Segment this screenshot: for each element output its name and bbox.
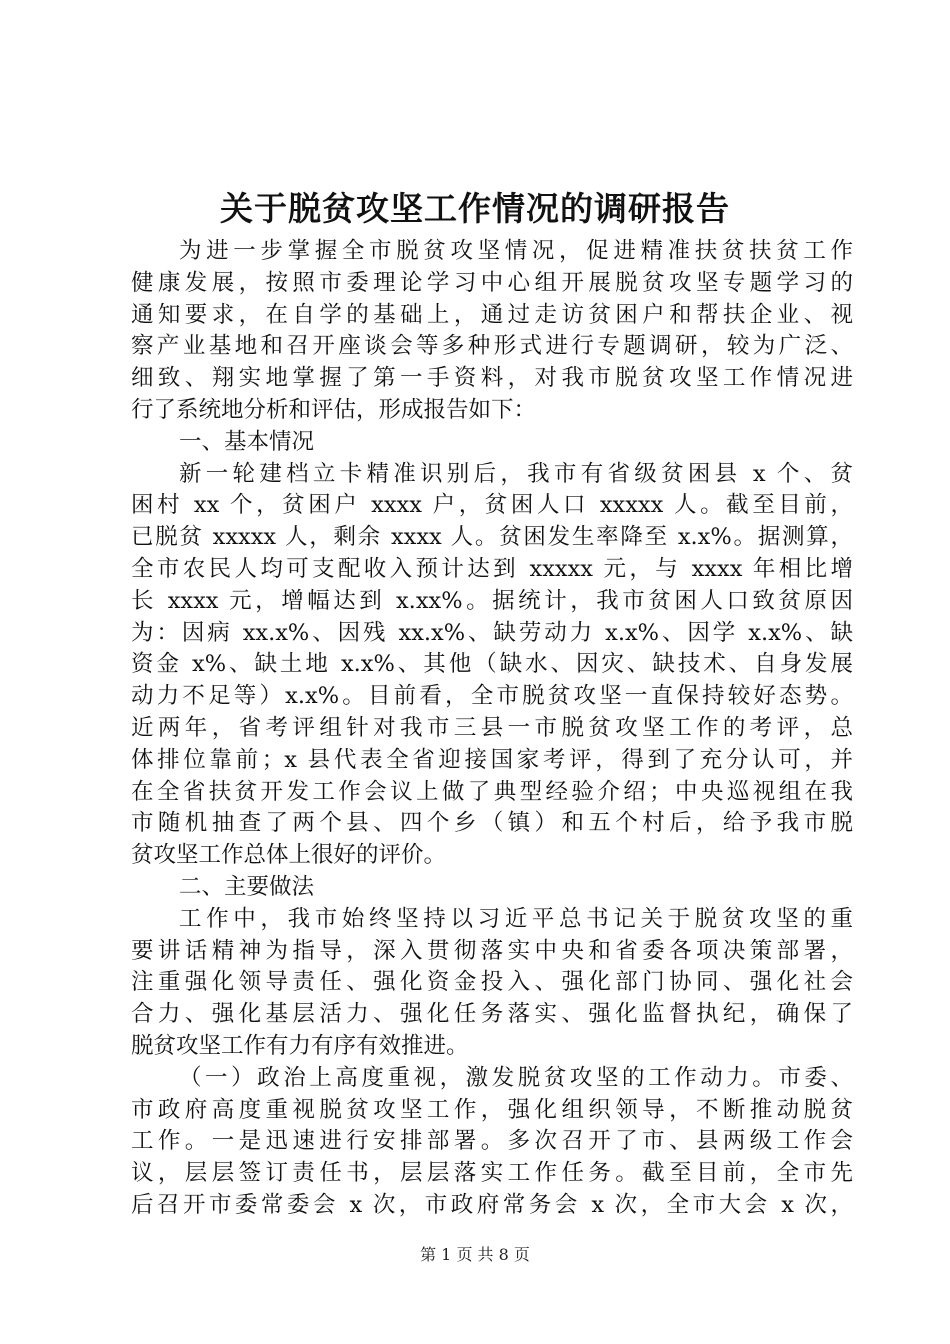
paragraph-line: 长 xxxx 元，增幅达到 x.xx%。据统计，我市贫困人口致贫原因 [131, 587, 853, 614]
paragraph-line: 后召开市委常委会 x 次，市政府常务会 x 次，全市大会 x 次， [131, 1191, 853, 1218]
paragraph-line: 察产业基地和召开座谈会等多种形式进行专题调研，较为广泛、 [131, 333, 853, 360]
page-number-footer: 第 1 页 共 8 页 [420, 1245, 530, 1264]
paragraph-line: 市政府高度重视脱贫攻坚工作，强化组织领导，不断推动脱贫 [131, 1096, 853, 1123]
paragraph-line: 在全省扶贫开发工作会议上做了典型经验介绍；中央巡视组在我 [131, 778, 853, 805]
paragraph-line: （一）政治上高度重视，激发脱贫攻坚的工作动力。市委、 [179, 1064, 853, 1091]
paragraph-line: 脱贫攻坚工作有力有序有效推进。 [131, 1032, 469, 1059]
paragraph-line: 资金 x%、缺土地 x.x%、其他（缺水、因灾、缺技术、自身发展 [131, 651, 853, 678]
paragraph-line: 合力、强化基层活力、强化任务落实、强化监督执纪，确保了 [131, 1001, 853, 1028]
section-heading: 二、主要做法 [179, 873, 315, 900]
paragraph-line: 近两年，省考评组针对我市三县一市脱贫攻坚工作的考评，总 [131, 714, 853, 741]
paragraph-line: 要讲话精神为指导，深入贯彻落实中央和省委各项决策部署， [131, 937, 853, 964]
section-heading: 一、基本情况 [179, 428, 315, 455]
paragraph-line: 新一轮建档立卡精准识别后，我市有省级贫困县 x 个、贫 [179, 460, 853, 487]
paragraph-line: 为：因病 xx.x%、因残 xx.x%、缺劳动力 x.x%、因学 x.x%、缺 [131, 619, 853, 646]
document-title: 关于脱贫攻坚工作情况的调研报告 [220, 189, 730, 228]
paragraph-line: 工作。一是迅速进行安排部署。多次召开了市、县两级工作会 [131, 1128, 853, 1155]
paragraph-line: 困村 xx 个，贫困户 xxxx 户，贫困人口 xxxxx 人。截至目前， [131, 492, 853, 519]
paragraph-line: 动力不足等）x.x%。目前看，全市脱贫攻坚一直保持较好态势。 [131, 683, 853, 710]
paragraph-line: 工作中，我市始终坚持以习近平总书记关于脱贫攻坚的重 [179, 905, 853, 932]
paragraph-line: 体排位靠前；x 县代表全省迎接国家考评，得到了充分认可，并 [131, 746, 853, 773]
paragraph-line: 贫攻坚工作总体上很好的评价。 [131, 842, 447, 869]
paragraph-line: 已脱贫 xxxxx 人，剩余 xxxx 人。贫困发生率降至 x.x%。据测算， [131, 524, 853, 551]
document-body [131, 236, 853, 1222]
paragraph-line: 议，层层签订责任书，层层落实工作任务。截至目前，全市先 [131, 1160, 853, 1187]
paragraph-line: 注重强化领导责任、强化资金投入、强化部门协同、强化社会 [131, 969, 853, 996]
paragraph-line: 通知要求，在自学的基础上，通过走访贫困户和帮扶企业、视 [131, 301, 853, 328]
paragraph-line: 行了系统地分析和评估，形成报告如下： [131, 396, 537, 423]
paragraph-line: 为进一步掌握全市脱贫攻坚情况，促进精准扶贫扶贫工作 [179, 238, 853, 264]
paragraph-line: 细致、翔实地掌握了第一手资料，对我市脱贫攻坚工作情况进 [131, 365, 853, 392]
paragraph-line: 市随机抽查了两个县、四个乡（镇）和五个村后，给予我市脱 [131, 810, 853, 837]
paragraph-line: 健康发展，按照市委理论学习中心组开展脱贫攻坚专题学习的 [131, 269, 853, 296]
paragraph-line: 全市农民人均可支配收入预计达到 xxxxx 元，与 xxxx 年相比增 [131, 555, 853, 582]
